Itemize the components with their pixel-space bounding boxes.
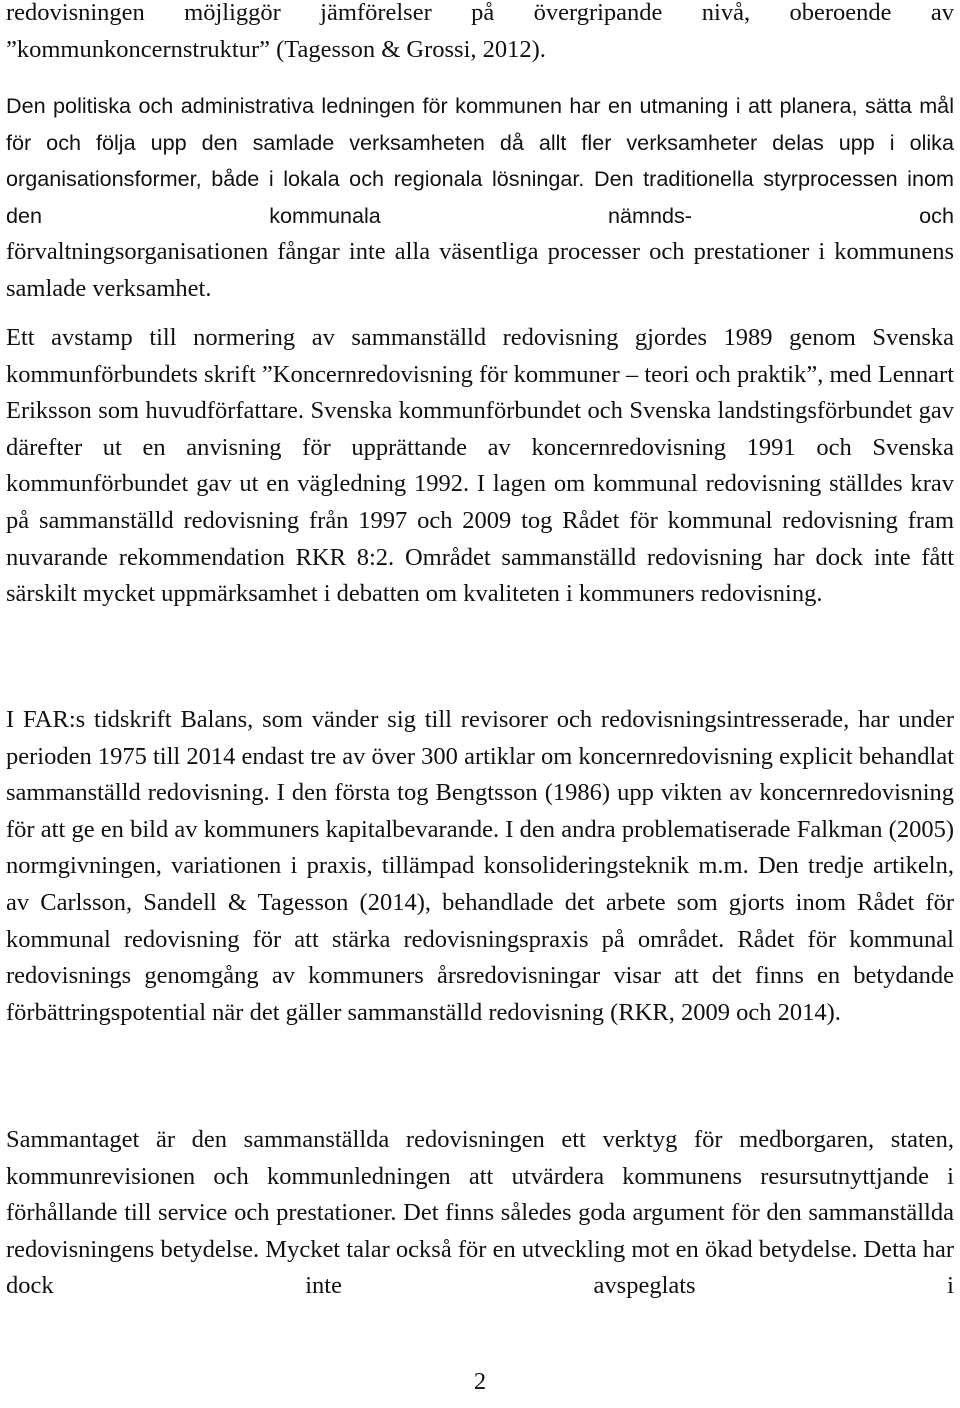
paragraph-normering-history: Ett avstamp till normering av sammanställd redovisning gjordes 1989 genom Svenska kommunförbundets skrift ”Koncernredovisning för kommuner – teori och praktik”, med Lennart Eriksson som huvudförfattare. Svenska kommunförbundet och Svenska landstingsförbundet gav därefter ut en anvisning för upprättande av koncernredovisning 1991 och Svenska kommunförbundet gav ut en vägledning 1992. I lagen om kommunal redovisning ställdes krav på sammanställd redovisning från 1997 och 2009 tog Rådet för kommunal redovisning fram nuvarande rekommendation RKR 8:2. Området sammanställd redovisning har dock inte fått särskilt mycket uppmärksamhet i debatten om kvaliteten i kommuners redovisning. [6, 324, 954, 608]
paragraph-summary: Sammantaget är den sammanställda redovisningen ett verktyg för medborgaren, staten, kommunrevisionen och kommunledningen att utvärdera kommunens resursutnyttjande i förhållande till service och prestationer. Det finns således goda argument för den sammanställda redovisningens betydelse. Mycket talar också för en utveckling mot en ökad betydelse. Detta har dock inte avspeglats i [6, 1126, 954, 1300]
paragraph-text-sans: Den politiska och administrativa ledningen för kommunen har en utmaning i att planera, sätta mål för och följa upp den samlade verksamheten då allt fler verksamheter delas upp i olika organisationsformer, både i lokala och regionala lösningar. Den traditionella styrprocessen inom den kommunala nämnds- och [6, 93, 954, 228]
paragraph-intro-continuation [6, 0, 954, 68]
paragraph-text-serif: förvaltningsorganisationen fångar inte alla väsentliga processer och prestationer i kommunens samlade verksamhet. [6, 238, 954, 302]
page-number: 2 [473, 1368, 487, 1395]
paragraph-balans-articles: I FAR:s tidskrift Balans, som vänder sig till revisorer och redovisningsintresserade, har under perioden 1975 till 2014 endast tre av över 300 artiklar om koncernredovisning explicit behandlat sammanställd redovisning. I den första tog Bengtsson (1986) upp vikten av koncernredovisning för att ge en bild av kommuners kapitalbevarande. I den andra problematiserade Falkman (2005) normgivningen, variationen i praxis, tillämpad konsolideringsteknik m.m. Den tredje artikeln, av Carlsson, Sandell & Tagesson (2014), behandlade det arbete som gjorts inom Rådet för kommunal redovisning för att stärka redovisningspraxis på området. Rådet för kommunal redovisnings genomgång av kommuners årsredovisningar visar att det finns en betydande förbättringspotential när det gäller sammanställd redovisning (RKR, 2009 och 2014). [6, 706, 954, 1026]
text-line: redovisningen möjliggör jämförelser på övergripande nivå, oberoende av [6, 0, 954, 26]
paragraph-political-leadership [6, 88, 954, 308]
text-line: ”kommunkoncernstruktur” (Tagesson & Grossi, 2012). [6, 35, 546, 63]
